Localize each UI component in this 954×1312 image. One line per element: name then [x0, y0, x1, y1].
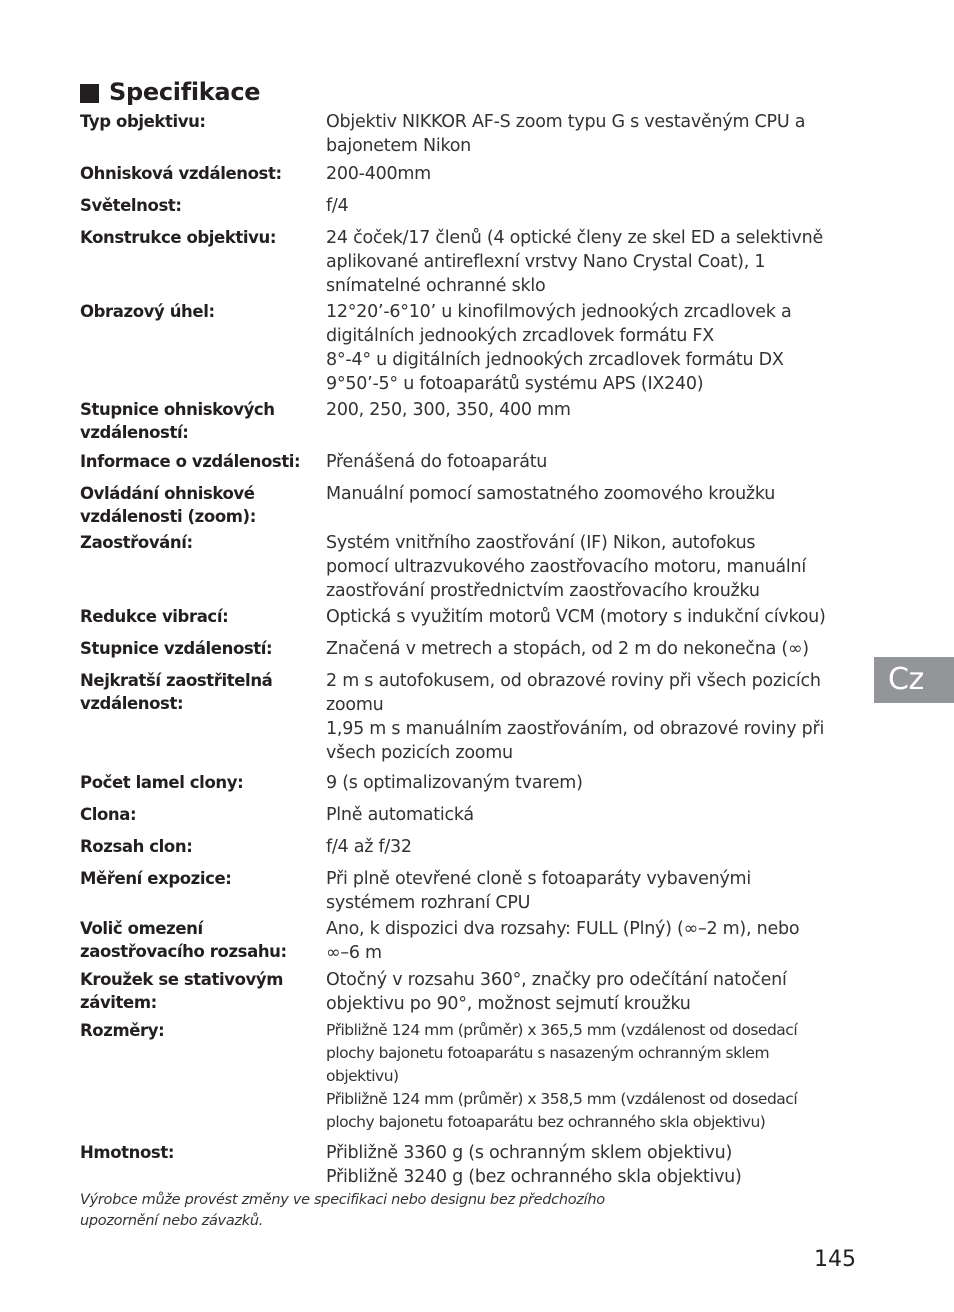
- spec-value-line: f/4: [326, 196, 349, 216]
- spec-label-line: závitem:: [80, 993, 157, 1012]
- spec-value-line: 24 čoček/17 členů (4 optické členy ze skel ED a selektivně: [326, 228, 823, 248]
- spec-value-line: ∞–6 m: [326, 943, 382, 963]
- spec-value: [326, 482, 856, 506]
- spec-value-line: systémem rozhraní CPU: [326, 893, 531, 913]
- spec-value-line: Manuální pomocí samostatného zoomového kroužku: [326, 484, 776, 504]
- spec-value-line: bajonetem Nikon: [326, 136, 472, 156]
- spec-label: [80, 531, 320, 554]
- spec-value-line: Při plně otevřené cloně s fotoaparáty vybavenými: [326, 869, 751, 889]
- section-heading: [80, 78, 260, 106]
- spec-label-line: Redukce vibrací:: [80, 607, 229, 626]
- spec-value-line: Přibližně 124 mm (průměr) x 365,5 mm (vzdálenost od dosedací: [326, 1021, 798, 1039]
- spec-value-line: 9°50’-5° u fotoaparátů systému APS (IX240): [326, 374, 704, 394]
- spec-label: [80, 110, 320, 133]
- note-line: upozornění nebo závazků.: [80, 1213, 264, 1229]
- spec-label-line: vzdáleností:: [80, 423, 189, 442]
- spec-label-line: Informace o vzdálenosti:: [80, 452, 301, 471]
- spec-value: [326, 605, 856, 629]
- spec-label-line: Konstrukce objektivu:: [80, 228, 277, 247]
- spec-label-line: Rozměry:: [80, 1021, 165, 1040]
- spec-label-line: Kroužek se stativovým: [80, 970, 284, 989]
- spec-label: [80, 917, 320, 963]
- language-tab: Cz: [874, 657, 954, 703]
- spec-value-line: snímatelné ochranné sklo: [326, 276, 546, 296]
- spec-label: [80, 450, 320, 473]
- spec-label: [80, 605, 320, 628]
- spec-label-line: Stupnice ohniskových: [80, 400, 275, 419]
- spec-label: [80, 226, 320, 249]
- spec-value: [326, 1141, 856, 1189]
- spec-label: [80, 669, 320, 715]
- section-title: Specifikace: [109, 78, 261, 106]
- spec-label: [80, 637, 320, 660]
- spec-value-line: objektivu): [326, 1067, 399, 1085]
- spec-label-line: Rozsah clon:: [80, 837, 193, 856]
- spec-value-line: aplikované antireflexní vrstvy Nano Crystal Coat), 1: [326, 252, 766, 272]
- spec-label-line: Ohnisková vzdálenost:: [80, 164, 282, 183]
- spec-value: [326, 771, 856, 795]
- spec-label-line: Volič omezení: [80, 919, 203, 938]
- spec-label-line: vzdálenost:: [80, 694, 184, 713]
- spec-value-line: všech pozicích zoomu: [326, 743, 513, 763]
- spec-value-line: 200-400mm: [326, 164, 431, 184]
- spec-value: [326, 968, 856, 1016]
- spec-value-line: 1,95 m s manuálním zaostřováním, od obrazové roviny při: [326, 719, 825, 739]
- spec-label-line: Typ objektivu:: [80, 112, 206, 131]
- spec-value-line: Ano, k dispozici dva rozsahy: FULL (Plný) (∞–2 m), nebo: [326, 919, 800, 939]
- spec-label-line: Ovládání ohniskové: [80, 484, 255, 503]
- spec-label-line: Zaostřování:: [80, 533, 193, 552]
- square-bullet-icon: [80, 84, 99, 103]
- spec-value-line: zaostřování prostřednictvím zaostřovacího kroužku: [326, 581, 760, 601]
- spec-label: [80, 835, 320, 858]
- spec-value: [326, 110, 856, 158]
- spec-value: [326, 226, 856, 298]
- spec-value: [326, 194, 856, 218]
- spec-value: [326, 450, 856, 474]
- spec-value-line: Značená v metrech a stopách, od 2 m do nekonečna (∞): [326, 639, 809, 659]
- page-number: 145: [814, 1247, 856, 1272]
- spec-value-line: Přibližně 3360 g (s ochranným sklem objektivu): [326, 1143, 733, 1163]
- spec-label: [80, 803, 320, 826]
- spec-value: [326, 1019, 856, 1134]
- spec-label-line: zaostřovacího rozsahu:: [80, 942, 287, 961]
- spec-value-line: Plně automatická: [326, 805, 474, 825]
- spec-label: [80, 300, 320, 323]
- spec-label-line: vzdálenosti (zoom):: [80, 507, 256, 526]
- spec-label-line: Měření expozice:: [80, 869, 232, 888]
- spec-label-line: Počet lamel clony:: [80, 773, 244, 792]
- spec-value-line: plochy bajonetu fotoaparátu bez ochranného skla objektivu): [326, 1113, 766, 1131]
- spec-value: [326, 300, 856, 396]
- spec-label-line: Hmotnost:: [80, 1143, 175, 1162]
- spec-label: [80, 1019, 320, 1042]
- spec-label: [80, 771, 320, 794]
- spec-value-line: digitálních jednookých zrcadlovek formátu FX: [326, 326, 714, 346]
- spec-value: [326, 669, 856, 765]
- spec-value: [326, 531, 856, 603]
- spec-label: [80, 968, 320, 1014]
- spec-value-line: 8°-4° u digitálních jednookých zrcadlovek formátu DX: [326, 350, 784, 370]
- spec-value: [326, 637, 856, 661]
- spec-value-line: 9 (s optimalizovaným tvarem): [326, 773, 583, 793]
- spec-value-line: objektivu po 90°, možnost sejmutí kroužku: [326, 994, 691, 1014]
- spec-label: [80, 194, 320, 217]
- spec-value-line: 12°20’-6°10’ u kinofilmových jednookých zrcadlovek a: [326, 302, 792, 322]
- spec-value-line: Přenášená do fotoaparátu: [326, 452, 548, 472]
- spec-value-line: 2 m s autofokusem, od obrazové roviny při všech pozicích: [326, 671, 821, 691]
- spec-value-line: zoomu: [326, 695, 384, 715]
- spec-value: [326, 398, 856, 422]
- spec-label-line: Obrazový úhel:: [80, 302, 215, 321]
- spec-value-line: Optická s využitím motorů VCM (motory s indukční cívkou): [326, 607, 826, 627]
- spec-label: [80, 162, 320, 185]
- spec-label-line: Clona:: [80, 805, 137, 824]
- spec-value-line: 200, 250, 300, 350, 400 mm: [326, 400, 571, 420]
- note-line: Výrobce může provést změny ve specifikaci nebo designu bez předchozího: [80, 1192, 605, 1208]
- spec-label: [80, 1141, 320, 1164]
- spec-label: [80, 398, 320, 444]
- spec-value-line: f/4 až f/32: [326, 837, 412, 857]
- spec-value-line: plochy bajonetu fotoaparátu s nasazeným ochranným sklem: [326, 1044, 770, 1062]
- spec-value: [326, 835, 856, 859]
- spec-value-line: Objektiv NIKKOR AF-S zoom typu G s vestavěným CPU a: [326, 112, 806, 132]
- spec-label-line: Stupnice vzdáleností:: [80, 639, 273, 658]
- disclaimer-note: [80, 1190, 680, 1232]
- spec-value-line: Systém vnitřního zaostřování (IF) Nikon, autofokus: [326, 533, 756, 553]
- spec-label-line: Nejkratší zaostřitelná: [80, 671, 273, 690]
- spec-value: [326, 803, 856, 827]
- spec-value-line: Přibližně 124 mm (průměr) x 358,5 mm (vzdálenost od dosedací: [326, 1090, 798, 1108]
- spec-value: [326, 867, 856, 915]
- spec-value-line: pomocí ultrazvukového zaostřovacího motoru, manuální: [326, 557, 806, 577]
- spec-value: [326, 162, 856, 186]
- spec-label: [80, 867, 320, 890]
- spec-value-line: Otočný v rozsahu 360°, značky pro odečítání natočení: [326, 970, 787, 990]
- spec-value-line: Přibližně 3240 g (bez ochranného skla objektivu): [326, 1167, 742, 1187]
- spec-label-line: Světelnost:: [80, 196, 182, 215]
- spec-value: [326, 917, 856, 965]
- spec-label: [80, 482, 320, 528]
